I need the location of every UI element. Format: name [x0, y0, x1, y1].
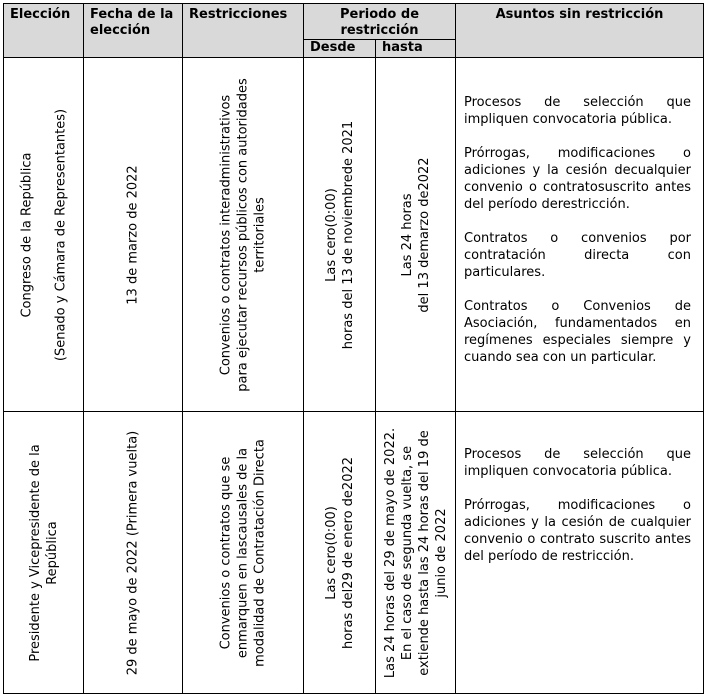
hasta-text: [399, 157, 433, 312]
cell-line: Las cero(0:00): [323, 187, 339, 282]
cell-line: Presidente y Vicepresidente de la: [27, 443, 43, 662]
table-row: [4, 58, 704, 412]
cell-line: extiende hasta las 24 horas del 19 de: [416, 429, 432, 676]
cell-desde: [304, 412, 376, 694]
asuntos-list: [464, 446, 691, 565]
cell-line: horas del 13 de noviembrede 2021: [340, 120, 356, 349]
cell-line: Congreso de la República: [19, 151, 34, 318]
eleccion-text: [27, 444, 61, 661]
header-desde: Desde: [304, 40, 376, 58]
fecha-text: [125, 430, 142, 675]
cell-line: En el caso de segunda vuelta, se: [399, 445, 415, 660]
cell-line: 29 de mayo de 2022 (Primera vuelta): [125, 430, 141, 675]
header-hasta: hasta: [376, 40, 456, 58]
cell-line: Las 24 horas del 29 de mayo de 2022.: [382, 427, 398, 678]
cell-line: [35, 108, 52, 360]
asunto-item: Prórrogas, modificaciones o adiciones y la cesión de cualquier convenio o contrato suscrito antes del período de restricción.: [464, 498, 691, 564]
cell-line: enmarquen en lascausales de la: [235, 447, 251, 658]
cell-line: Las 24 horas: [399, 192, 415, 277]
fecha-text: [125, 165, 142, 304]
cell-hasta: [376, 58, 456, 412]
cell-eleccion: [4, 58, 84, 412]
cell-line: Convenios o contratos interadministrativos: [218, 94, 234, 375]
cell-line: modalidad de Contratación Directa: [252, 438, 268, 667]
table-row: [4, 412, 704, 694]
cell-line: territoriales: [252, 196, 268, 273]
asunto-item: Prórrogas, modificaciones o adiciones y la cesión decualquier convenio o contratosuscrito antes del período derestricción.: [464, 146, 691, 212]
asunto-item: Contratos o Convenios de Asociación, fundamentados en regímenes especiales siempre y cuando sea con un particular.: [464, 299, 691, 365]
header-restricciones: Restricciones: [183, 4, 304, 58]
cell-line: República: [44, 520, 60, 585]
desde-text: [323, 120, 357, 348]
cell-line: del 13 demarzo de2022: [416, 156, 432, 313]
cell-restricciones: [183, 58, 304, 412]
header-asuntos: Asuntos sin restricción: [456, 4, 704, 58]
cell-asuntos: [456, 58, 704, 412]
cell-asuntos: [456, 412, 704, 694]
asunto-item: Contratos o convenios por contratación directa con particulares.: [464, 231, 691, 280]
restricciones-text: [218, 439, 269, 667]
cell-line: horas del29 de enero de2022: [340, 456, 356, 649]
cell-desde: [304, 58, 376, 412]
cell-line: Las cero(0:00): [323, 505, 339, 600]
restriction-table: [3, 3, 704, 694]
cell-restricciones: [183, 412, 304, 694]
asuntos-list: [464, 94, 691, 366]
hasta-text: [382, 427, 450, 677]
header-eleccion: Elección: [4, 4, 84, 58]
cell-line: 13 de marzo de 2022: [125, 164, 141, 305]
asunto-item: Procesos de selección que impliquen convocatoria pública.: [464, 447, 691, 479]
cell-line: Convenios o contratos que se: [218, 456, 234, 649]
cell-line: para ejecutar recursos públicos con autoridades: [235, 77, 251, 392]
asunto-item: Procesos de selección que impliquen convocatoria pública.: [464, 95, 691, 127]
header-fecha: Fecha de la elección: [84, 4, 183, 58]
cell-eleccion: [4, 412, 84, 694]
header-periodo: Periodo de restricción: [304, 4, 456, 40]
cell-line: junio de 2022: [433, 507, 449, 598]
desde-text: [323, 456, 357, 648]
cell-fecha: [84, 412, 183, 694]
cell-line: (Senado y Cámara de Representantes): [53, 108, 68, 361]
eleccion-text: [18, 108, 69, 360]
restricciones-text: [218, 78, 269, 392]
cell-fecha: [84, 58, 183, 412]
cell-hasta: [376, 412, 456, 694]
